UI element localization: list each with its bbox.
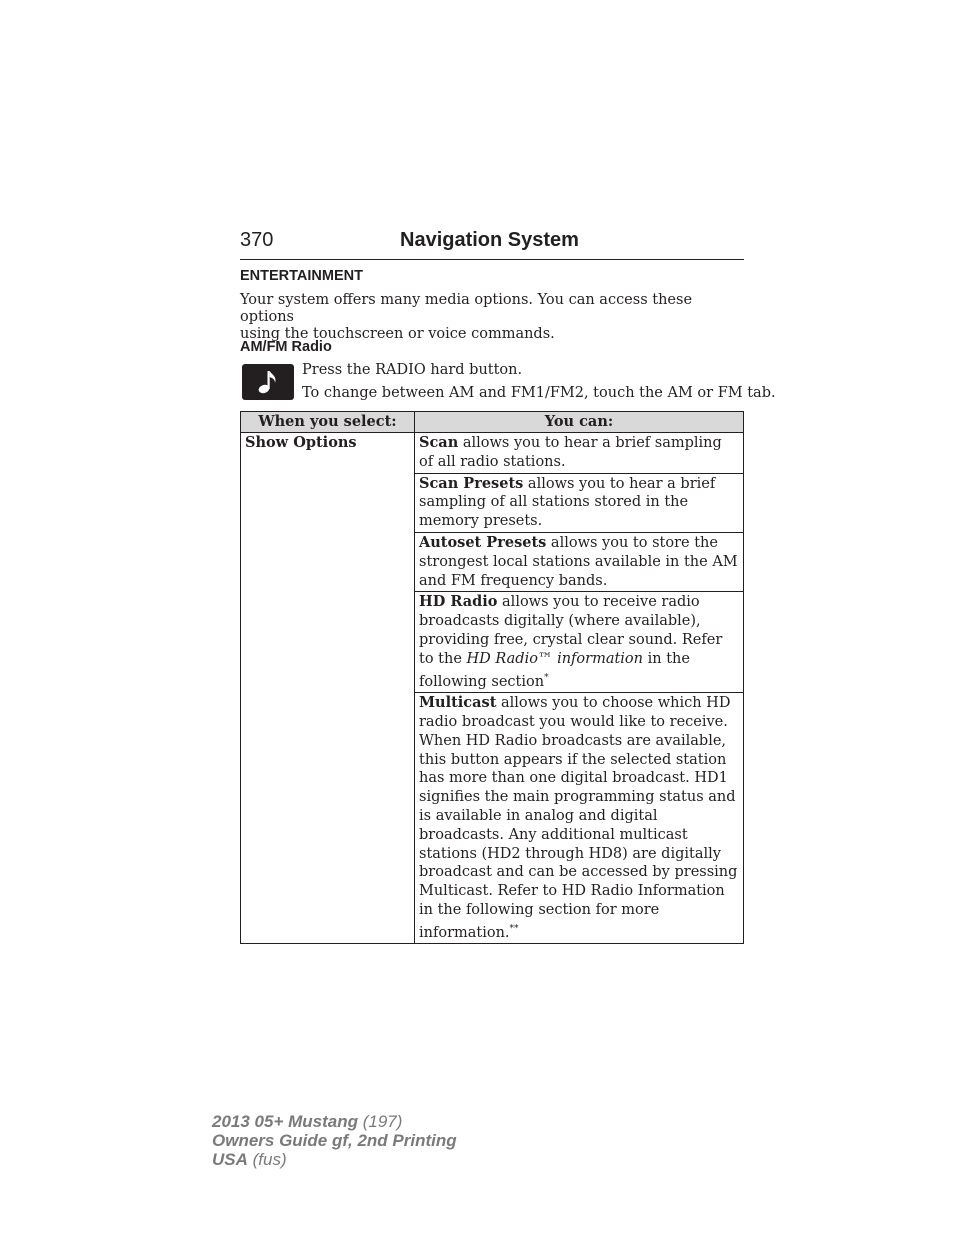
term: HD Radio: [419, 593, 498, 611]
description: allows you to choose which HD radio broadcast you would like to receive. When HD Radio broadcasts are available, this button appears if the selected station has more than one digital broadcast. HD1 signifies the main programming status and is available in analog and digital broadcasts. Any additional multicast stations (HD2 through HD8) are digitally broadcast and can be accessed by pressing Multicast. Refer to HD Radio Information in the following section for more information.: [419, 695, 738, 941]
table-cell-scan-presets: [415, 473, 744, 532]
col-header-you-can: You can:: [415, 412, 744, 433]
footer-guide: Owners Guide gf, 2nd Printing: [212, 1131, 457, 1150]
footnote-mark: **: [509, 923, 519, 934]
footer-market-code: (fus): [247, 1150, 287, 1169]
chapter-title: Navigation System: [400, 229, 579, 251]
footer-line-1: [212, 1112, 457, 1131]
section-title: ENTERTAINMENT: [240, 268, 363, 284]
instruction-line-2: To change between AM and FM1/FM2, touch the AM or FM tab.: [302, 385, 776, 401]
description: allows you to hear a brief sampling of all stations stored in the memory presets.: [419, 475, 716, 530]
footer-model: 2013 05+ Mustang: [212, 1112, 358, 1131]
description-end: in the following section: [419, 650, 690, 690]
page-number: 370: [240, 229, 274, 251]
intro-line-1: Your system offers many media options. You can access these options: [240, 292, 693, 325]
table-header-row: [241, 412, 744, 433]
term: Multicast: [419, 694, 497, 712]
footer-market: USA: [212, 1150, 248, 1169]
term: Scan Presets: [419, 474, 524, 492]
cross-reference: HD Radio™ information: [466, 650, 643, 667]
options-table: [240, 411, 744, 944]
table-cell-hd-radio: [415, 592, 744, 693]
subsection-title: AM/FM Radio: [240, 339, 332, 355]
intro-line-2: using the touchscreen or voice commands.: [240, 326, 555, 342]
description: allows you to store the strongest local stations available in the AM and FM frequency bands.: [419, 534, 738, 589]
instruction-line-1: Press the RADIO hard button.: [302, 362, 523, 378]
term: Scan: [419, 434, 459, 451]
description: allows you to receive radio broadcasts digitally (where available), providing free, crystal clear sound. Refer to the: [419, 594, 723, 667]
footer-line-2: [212, 1131, 457, 1150]
table-row: [241, 433, 744, 474]
footer-line-3: [212, 1150, 457, 1169]
footer-model-code: (197): [358, 1112, 403, 1131]
table-cell-autoset-presets: [415, 532, 744, 591]
table-cell-scan: [415, 433, 744, 474]
row-label-show-options: Show Options: [241, 433, 415, 944]
footnote-mark: *: [544, 672, 549, 683]
term: Autoset Presets: [419, 533, 547, 551]
description: allows you to hear a brief sampling of all radio stations.: [419, 435, 722, 470]
col-header-when: When you select:: [241, 412, 415, 433]
page-footer: [212, 1112, 457, 1169]
music-note-icon: [242, 364, 294, 400]
table-cell-multicast: [415, 693, 744, 944]
section-intro: [240, 292, 744, 343]
page-header: [240, 229, 744, 260]
